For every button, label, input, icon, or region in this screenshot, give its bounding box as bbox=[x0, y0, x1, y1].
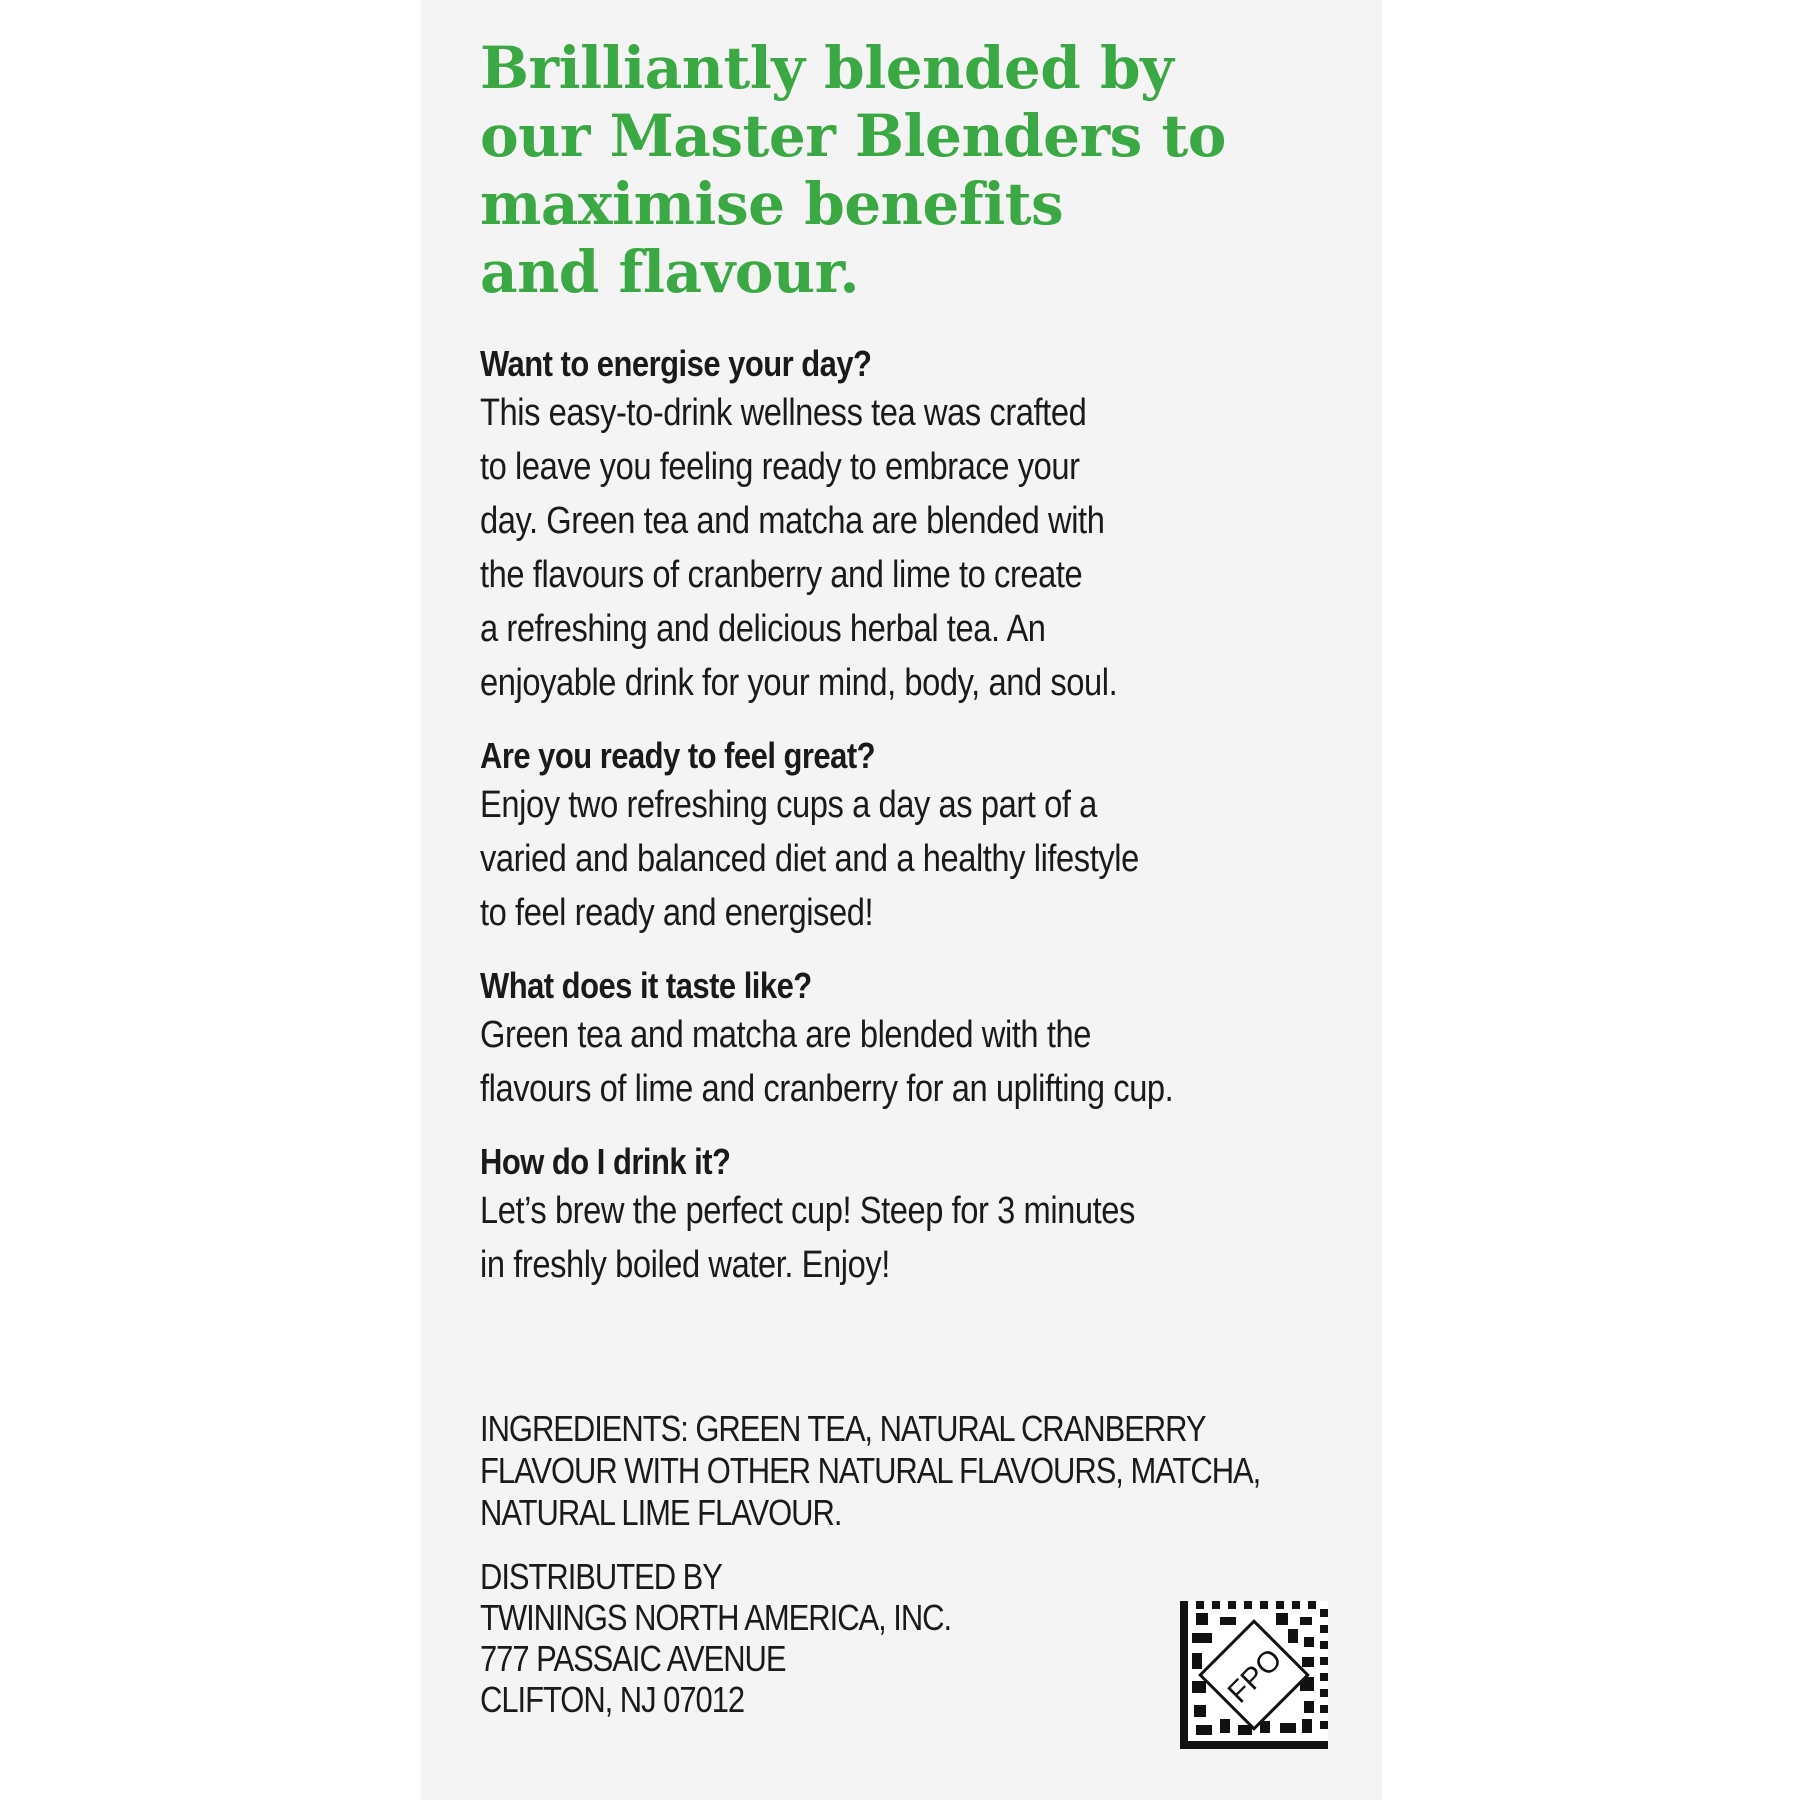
answer-line: the flavours of cranberry and lime to create bbox=[480, 554, 1083, 596]
distributor-line: TWININGS NORTH AMERICA, INC. bbox=[480, 1597, 952, 1638]
answer-line: enjoyable drink for your mind, body, and soul. bbox=[480, 662, 1118, 704]
code-label: FPO bbox=[1221, 1642, 1289, 1710]
answer-line: This easy-to-drink wellness tea was crafted bbox=[480, 392, 1087, 434]
section-feel-great bbox=[480, 734, 1350, 940]
ingredients-line: INGREDIENTS: GREEN TEA, NATURAL CRANBERRY bbox=[480, 1408, 1206, 1449]
section-question: How do I drink it? bbox=[480, 1141, 731, 1182]
section-answer bbox=[480, 778, 1228, 940]
section-answer bbox=[480, 386, 1228, 710]
ingredients-line: NATURAL LIME FLAVOUR. bbox=[480, 1492, 842, 1533]
answer-line: Green tea and matcha are blended with the bbox=[480, 1014, 1091, 1056]
distributor-line: CLIFTON, NJ 07012 bbox=[480, 1679, 745, 1720]
section-answer bbox=[480, 1184, 1228, 1292]
panel-content bbox=[480, 34, 1350, 1292]
section-answer bbox=[480, 1008, 1228, 1116]
datamatrix-code bbox=[1180, 1601, 1328, 1749]
answer-line: a refreshing and delicious herbal tea. An bbox=[480, 608, 1046, 650]
ingredients-list bbox=[480, 1408, 1260, 1534]
distributor-line: 777 PASSAIC AVENUE bbox=[480, 1638, 786, 1679]
headline-line: and flavour. bbox=[480, 238, 860, 306]
ingredients-line: FLAVOUR WITH OTHER NATURAL FLAVOURS, MATCHA, bbox=[480, 1450, 1261, 1491]
headline-line: Brilliantly blended by bbox=[480, 34, 1174, 102]
answer-line: to leave you feeling ready to embrace your bbox=[480, 446, 1080, 488]
answer-line: Let’s brew the perfect cup! Steep for 3 minutes bbox=[480, 1190, 1135, 1232]
answer-line: day. Green tea and matcha are blended with bbox=[480, 500, 1105, 542]
headline bbox=[480, 34, 1350, 306]
section-energise bbox=[480, 342, 1350, 710]
section-question: Want to energise your day? bbox=[480, 343, 872, 384]
answer-line: in freshly boiled water. Enjoy! bbox=[480, 1244, 890, 1286]
distributor-line: DISTRIBUTED BY bbox=[480, 1556, 722, 1597]
headline-line: our Master Blenders to bbox=[480, 102, 1226, 170]
distributor-address bbox=[480, 1556, 951, 1720]
section-how-to-drink bbox=[480, 1140, 1350, 1292]
answer-line: Enjoy two refreshing cups a day as part of a bbox=[480, 784, 1097, 826]
package-panel bbox=[421, 0, 1382, 1800]
section-question: Are you ready to feel great? bbox=[480, 735, 876, 776]
answer-line: to feel ready and energised! bbox=[480, 892, 874, 934]
answer-line: flavours of lime and cranberry for an uplifting cup. bbox=[480, 1068, 1174, 1110]
section-taste bbox=[480, 964, 1350, 1116]
answer-line: varied and balanced diet and a healthy lifestyle bbox=[480, 838, 1139, 880]
headline-line: maximise benefits bbox=[480, 170, 1064, 238]
section-question: What does it taste like? bbox=[480, 965, 812, 1006]
